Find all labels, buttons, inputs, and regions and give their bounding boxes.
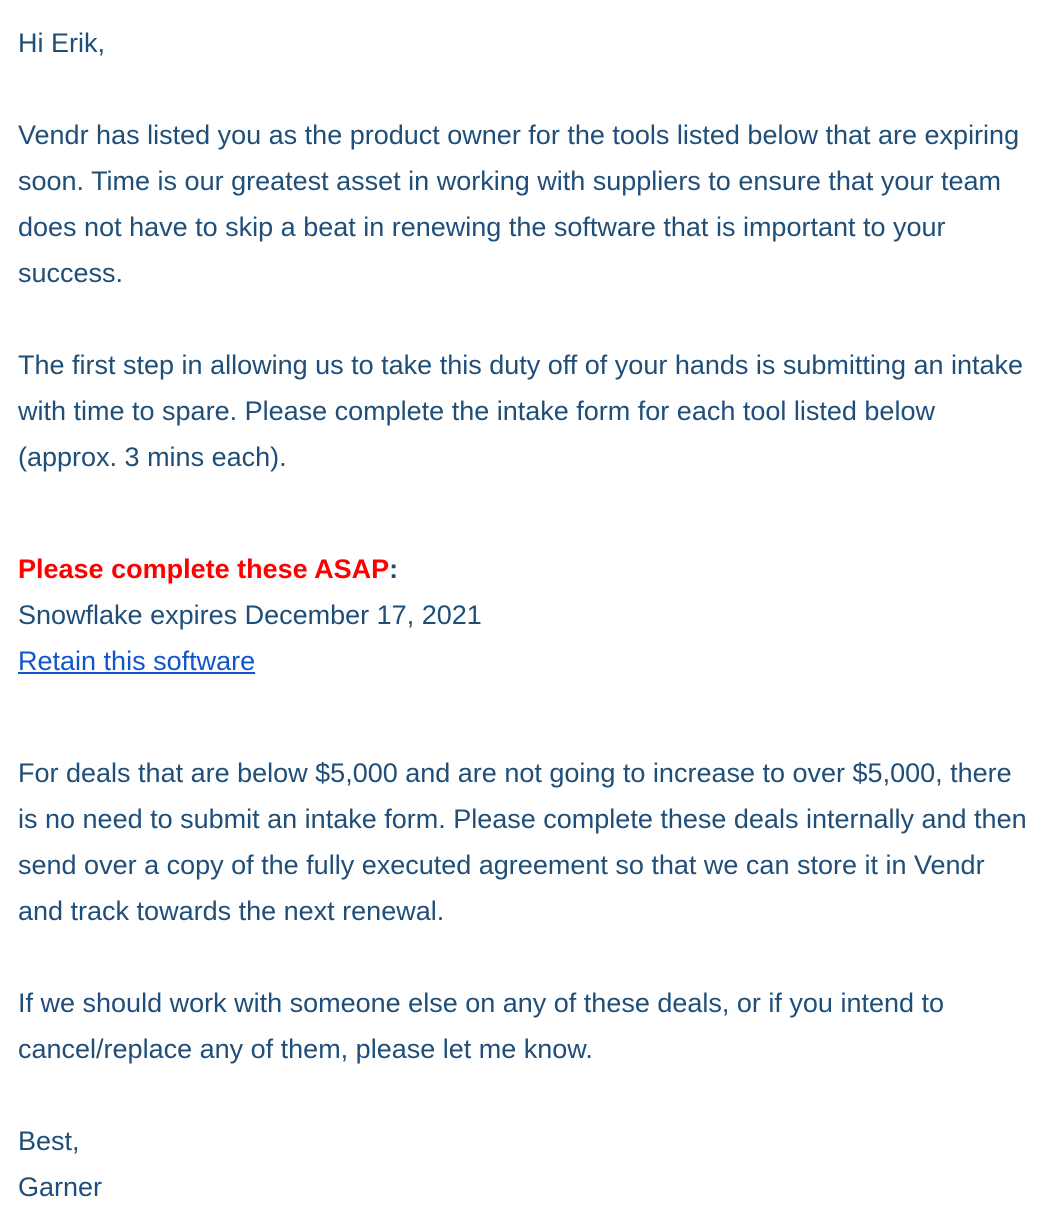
retain-link-line bbox=[18, 638, 1032, 684]
first-step-paragraph: The first step in allowing us to take this duty off of your hands is submitting an intake with time to spare. Please complete the intake form for each tool listed below (approx. 3 mins each). bbox=[18, 350, 1024, 472]
paragraph-spacer bbox=[18, 1072, 1032, 1118]
email-text-column bbox=[18, 20, 1032, 1210]
paragraph-spacer bbox=[18, 684, 1032, 730]
signoff: Best, bbox=[18, 1126, 80, 1156]
closing-note-paragraph: If we should work with someone else on any of these deals, or if you intend to cancel/replace any of them, please let me know. bbox=[18, 988, 945, 1064]
paragraph-spacer-small bbox=[18, 730, 1032, 750]
alert-heading-text: Please complete these ASAP bbox=[18, 554, 390, 584]
expiry-line: Snowflake expires December 17, 2021 bbox=[18, 600, 482, 630]
paragraph-spacer bbox=[18, 296, 1032, 342]
intro-paragraph: Vendr has listed you as the product owner for the tools listed below that are expiring soon. Time is our greatest asset in working with suppliers to ensure that your team does not have to skip a beat in renewing the software that is important to your success. bbox=[18, 120, 1020, 288]
paragraph-spacer bbox=[18, 934, 1032, 980]
deals-policy-paragraph: For deals that are below $5,000 and are not going to increase to over $5,000, there is no need to submit an intake form. Please complete these deals internally and then send over a copy of the fully executed agreement so that we can store it in Vendr and track towards the next renewal. bbox=[18, 758, 1027, 926]
alert-heading-colon: : bbox=[389, 554, 399, 584]
alert-heading bbox=[18, 546, 1032, 592]
paragraph-spacer bbox=[18, 66, 1032, 112]
signature: Garner bbox=[18, 1172, 103, 1202]
paragraph-spacer bbox=[18, 480, 1032, 526]
greeting: Hi Erik, bbox=[18, 28, 105, 58]
paragraph-spacer-small bbox=[18, 526, 1032, 546]
retain-software-link[interactable]: Retain this software bbox=[18, 646, 256, 676]
